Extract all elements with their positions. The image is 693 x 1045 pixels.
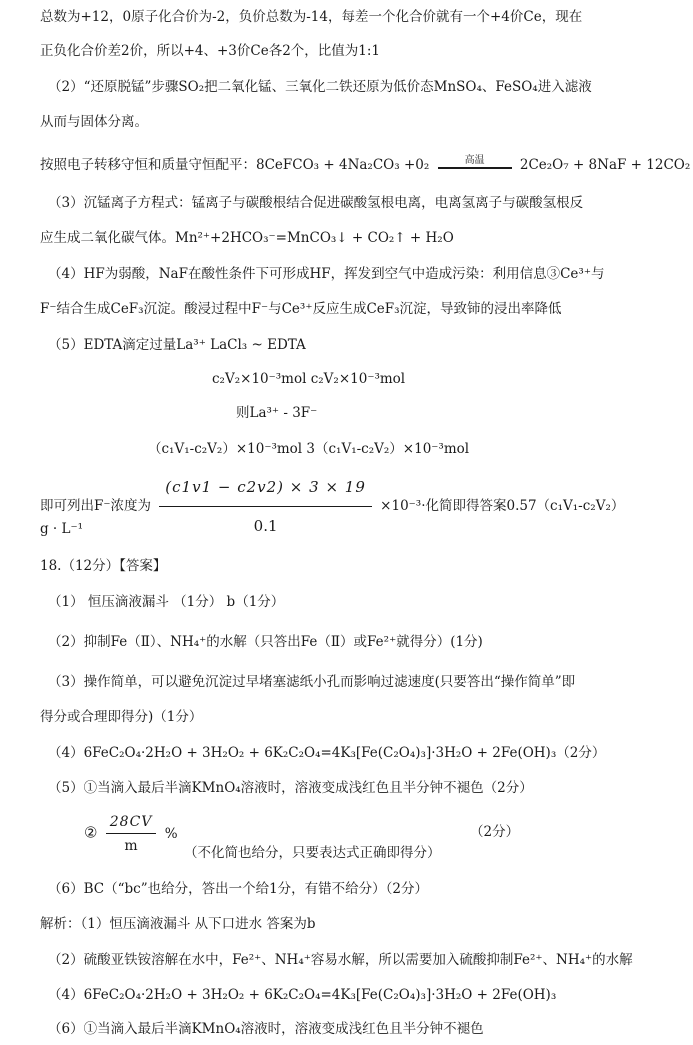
answer-5-2-score: （2分）	[470, 824, 520, 840]
text-line-11: c₂V₂×10⁻³mol c₂V₂×10⁻³mol	[212, 371, 406, 387]
text-line-4: 从而与固体分离。	[40, 114, 148, 130]
question-18-header: 18.（12分）【答案】	[40, 558, 167, 574]
text-line-21: （4）6FeC₂O₄·2H₂O + 3H₂O₂ + 6K₂C₂O₄=4K₃[Fe(C₂O₄)₃]·3H₂O + 2Fe(OH)₃（2分）	[48, 745, 606, 761]
text-line-18: （2）抑制Fe（Ⅱ）、NH₄⁺的水解（只答出Fe（Ⅱ）或Fe²⁺就得分）(1分)	[48, 634, 483, 650]
text-line-9: F⁻结合生成CeF₃沉淀。酸浸过程中F⁻与Ce³⁺反应生成CeF₃沉淀，导致铈的浸出率降低	[40, 301, 562, 317]
equation-left: 按照电子转移守恒和质量守恒配平：8CeFCO₃ + 4Na₂CO₃ +0₂	[40, 157, 430, 173]
percent-denominator: m	[124, 838, 138, 854]
answer-5-2-note: （不化简也给分，只要表达式正确即得分）	[184, 845, 441, 861]
text-line-15: g · L⁻¹	[40, 521, 84, 537]
percent-numerator: 28CV	[106, 812, 157, 834]
reaction-arrow	[438, 154, 512, 174]
answer-5-2	[84, 812, 178, 856]
formula-suffix: ×10⁻³·化简即得答案0.57（c₁V₁-c₂V₂）	[380, 498, 625, 514]
text-line-8: （4）HF为弱酸，NaF在酸性条件下可形成HF，挥发到空气中造成污染：利用信息③Ce³⁺与	[48, 266, 605, 282]
circled-number-2: ②	[84, 823, 98, 842]
analysis-header-line: 解析：（1）恒压滴液漏斗 从下口进水 答案为b	[40, 916, 316, 932]
fraction-denominator: 0.1	[253, 517, 278, 535]
text-line-19: （3）操作简单，可以避免沉淀过早堵塞滤纸小孔而影响过滤速度(只要答出“操作简单”即	[48, 674, 576, 690]
text-line-17: （1） 恒压滴液漏斗 （1分） b（1分）	[48, 594, 285, 610]
text-line-3: （2）“还原脱锰”步骤SO₂把二氧化锰、三氧化二铁还原为低价态MnSO₄、FeSO₄进入滤液	[48, 79, 592, 95]
formula-prefix: 即可列出F⁻浓度为	[40, 498, 151, 514]
text-line-13: （c₁V₁-c₂V₂）×10⁻³mol 3（c₁V₁-c₂V₂）×10⁻³mol	[148, 441, 470, 457]
equation-right: 2Ce₂O₇ + 8NaF + 12CO₂	[519, 157, 691, 173]
reaction-arrow-bar	[438, 167, 512, 169]
text-line-7: 应生成二氧化碳气体。Mn²⁺+2HCO₃⁻=MnCO₃↓ + CO₂↑ + H₂O	[40, 230, 454, 246]
text-line-20: 得分或合理即得分)（1分）	[40, 709, 203, 725]
concentration-fraction	[159, 470, 372, 543]
equation-line	[40, 156, 690, 174]
text-line-26: （2）硫酸亚铁铵溶解在水中，Fe²⁺、NH₄⁺容易水解，所以需要加入硫酸抑制Fe²⁺、NH₄⁺的水解	[48, 952, 633, 968]
text-line-28: （6）①当滴入最后半滴KMnO₄溶液时，溶液变成浅红色且半分钟不褪色	[48, 1021, 484, 1037]
reaction-condition: 高温	[464, 154, 485, 166]
text-line-22: （5）①当滴入最后半滴KMnO₄溶液时，溶液变成浅红色且半分钟不褪色（2分）	[48, 780, 533, 796]
text-line-10: （5）EDTA滴定过量La³⁺ LaCl₃ ~ EDTA	[48, 337, 306, 353]
text-line-6: （3）沉锰离子方程式：锰离子与碳酸根结合促进碳酸氢根电离，电离氢离子与碳酸氢根反	[48, 195, 584, 211]
text-line-12: 则La³⁺ - 3F⁻	[236, 405, 318, 421]
formula-line	[40, 470, 624, 543]
percent-fraction	[106, 812, 157, 856]
fraction-numerator: (c1v1 − c2v2) × 3 × 19	[159, 470, 372, 507]
text-line-2: 正负化合价差2价，所以+4、+3价Ce各2个，比值为1:1	[40, 43, 381, 59]
text-line-24: （6）BC（“bc”也给分，答出一个给1分，有错不给分）（2分）	[48, 881, 429, 897]
text-line-1: 总数为+12，0原子化合价为-2，负价总数为-14，每差一个化合价就有一个+4价Ce，现在	[40, 9, 583, 25]
text-line-27: （4）6FeC₂O₄·2H₂O + 3H₂O₂ + 6K₂C₂O₄=4K₃[Fe(C₂O₄)₃]·3H₂O + 2Fe(OH)₃	[48, 987, 557, 1003]
percent-sign: %	[164, 826, 178, 842]
